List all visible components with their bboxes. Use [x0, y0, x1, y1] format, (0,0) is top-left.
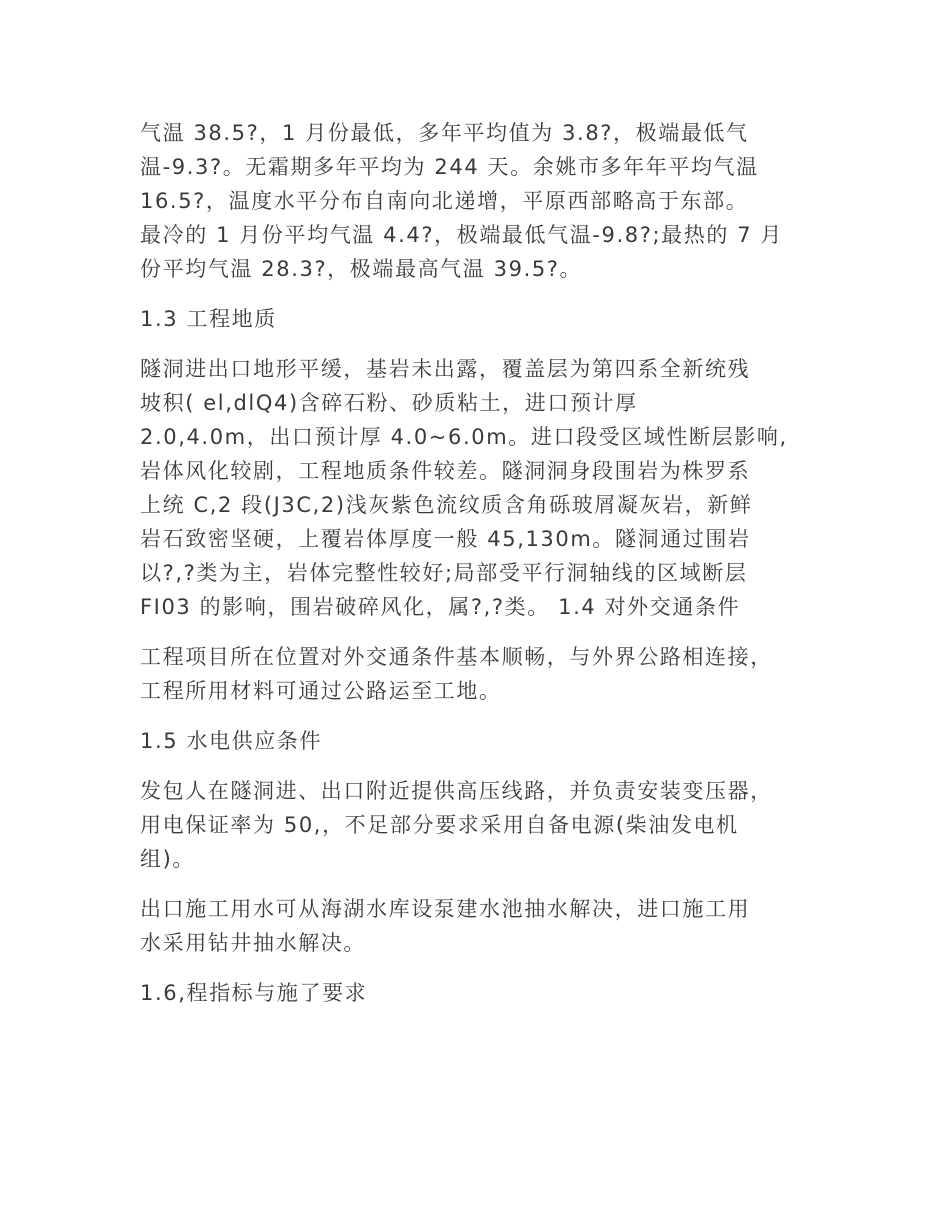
paragraph-climate [140, 116, 830, 286]
text-line: 发包人在隧洞进、出口附近提供高压线路，并负责安装变压器， [140, 779, 773, 803]
text-line: 2.0,4.0m，出口预计厚 4.0~6.0m。进口段受区域性断层影响, [140, 425, 788, 449]
heading-requirements [140, 976, 830, 1010]
text-line: 以?,?类为主，岩体完整性较好;局部受平行洞轴线的区域断层 [140, 561, 748, 585]
section-heading: 1.6,程指标与施了要求 [140, 981, 368, 1005]
text-line: 上统 C,2 段(J3C,2)浅灰紫色流纹质含角砾玻屑凝灰岩，新鲜 [140, 493, 753, 517]
text-line: 16.5?，温度水平分布自南向北递增，平原西部略高于东部。 [140, 189, 749, 213]
section-heading: 1.5 水电供应条件 [140, 729, 323, 753]
text-line: 份平均气温 28.3?，极端最高气温 39.5?。 [140, 257, 583, 281]
text-line: 岩石致密坚硬，上覆岩体厚度一般 45,130m。隧洞通过围岩 [140, 527, 751, 551]
heading-engineering-geology [140, 302, 830, 336]
text-line: FI03 的影响，围岩破碎风化，属?,?类。 1.4 对外交通条件 [140, 595, 741, 619]
text-line: 最冷的 1 月份平均气温 4.4?，极端最低气温-9.8?;最热的 7 月 [140, 223, 784, 247]
text-line: 坡积( el,dlQ4)含碎石粉、砂质粘土，进口预计厚 [140, 391, 638, 415]
document-body [140, 116, 830, 1026]
paragraph-geology [140, 352, 830, 624]
text-line: 隧洞进出口地形平缓，基岩未出露，覆盖层为第四系全新统残 [140, 357, 751, 381]
section-heading: 1.3 工程地质 [140, 307, 277, 331]
paragraph-transport [140, 640, 830, 708]
text-line: 工程所用材料可通过公路运至工地。 [140, 679, 502, 703]
paragraph-water [140, 892, 830, 960]
text-line: 水采用钻井抽水解决。 [140, 931, 366, 955]
heading-utilities [140, 724, 830, 758]
paragraph-power [140, 774, 830, 876]
text-line: 用电保证率为 50,，不足部分要求采用自备电源(柴油发电机 [140, 813, 739, 837]
text-line: 温-9.3?。无霜期多年平均为 244 天。余姚市多年年平均气温 [140, 155, 759, 179]
text-line: 出口施工用水可从海湖水库设泵建水池抽水解决，进口施工用 [140, 897, 751, 921]
text-line: 气温 38.5?，1 月份最低，多年平均值为 3.8?，极端最低气 [140, 121, 749, 145]
text-line: 工程项目所在位置对外交通条件基本顺畅，与外界公路相连接， [140, 645, 773, 669]
text-line: 组)。 [140, 847, 195, 871]
text-line: 岩体风化较剧，工程地质条件较差。隧洞洞身段围岩为株罗系 [140, 459, 751, 483]
